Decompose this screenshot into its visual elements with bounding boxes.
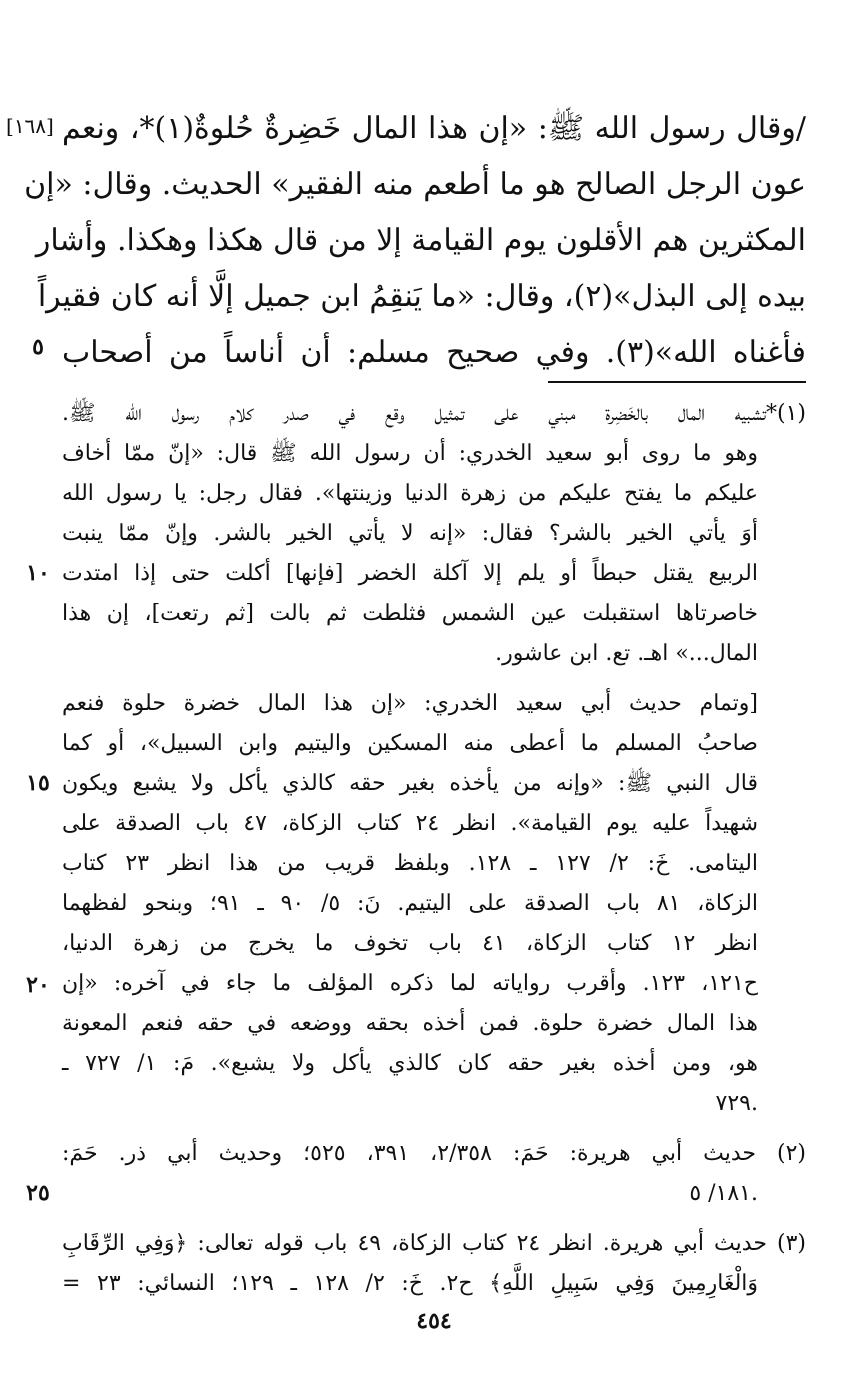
footnote-line-1: (١)*تشبيه المال بالخَضِرة مبني على تمثيل وقع في صدر كلام رسول الله ﷺ. bbox=[62, 401, 806, 426]
footnote-line-13: الزكاة، ٨١ باب الصدقة على اليتيم. نَ: ٥/ ٩٠ ـ ٩١؛ وبنحو لفظهما bbox=[62, 891, 759, 916]
footnote-line-11: شهيداً عليه يوم القيامة». انظر ٢٤ كتاب الزكاة، ٤٧ باب الصدقة على bbox=[62, 811, 759, 836]
footnote-line-2: وهو ما روى أبو سعيد الخدري: أن رسول الله ﷺ قال: «إنّ ممّا أخاف bbox=[62, 441, 758, 466]
footnote-line-6: خاصرتاها استقبلت عين الشمس فثلطت ثم بالت [ثم رتعت]، إن هذا bbox=[62, 601, 758, 626]
footnote-line-17: هو، ومن أخذه بغير حقه كان كالذي يأكل ولا يشبع». مَ: ١/ ٧٢٧ ـ bbox=[62, 1051, 759, 1076]
footnote-line-7: المال...» اهـ. تع. ابن عاشور. bbox=[495, 641, 758, 666]
body-line-1: /وقال رسول الله ﷺ: «إن هذا المال خَضِرةٌ حُلوةٌ(١)*، ونعم bbox=[62, 111, 806, 146]
body-line-2: عون الرجل الصالح هو ما أطعم منه الفقير» الحديث. وقال: «إن bbox=[24, 167, 806, 202]
footnote-line-16: هذا المال خضرة حلوة. فمن أخذه بحقه ووضعه في حقه فنعم المعونة bbox=[62, 1011, 758, 1036]
line-number-5: ٥ bbox=[32, 334, 44, 360]
folio-marker: [١٦٨] bbox=[6, 114, 54, 138]
page-number: ٤٥٤ bbox=[416, 1308, 452, 1334]
footnote-line-10: قال النبي ﷺ: «وإنه من يأخذه بغير حقه كالذي يأكل ولا يشبع ويكون bbox=[62, 771, 758, 796]
footnote-line-19: (٢) حديث أبي هريرة: حَمَ: ٢/٣٥٨، ٣٩١، ٥٢٥؛ وحديث أبي ذر. حَمَ: bbox=[62, 1141, 807, 1166]
line-number-15: ١٥ bbox=[26, 770, 50, 796]
line-number-25: ٢٥ bbox=[26, 1180, 50, 1206]
footnote-line-9: صاحبُ المسلم ما أعطى منه المسكين واليتيم وابن السبيل»، أو كما bbox=[62, 731, 758, 756]
line-number-10: ١٠ bbox=[26, 560, 50, 586]
body-line-3: المكثرين هم الأقلون يوم القيامة إلا من قال هكذا وهكذا. وأشار bbox=[35, 223, 806, 258]
footnote-line-8: [وتمام حديث أبي سعيد الخدري: «إن هذا المال خضرة حلوة فنعم bbox=[62, 691, 758, 716]
footnote-line-4: أوَ يأتي الخير بالشر؟ فقال: «إنه لا يأتي الخير بالشر. وإنّ ممّا ينبت bbox=[62, 521, 758, 546]
footnote-line-22: وَالْغَارِمِينَ وَفِي سَبِيلِ اللَّهِ﴾ ح٢. خَ: ٢/ ١٢٨ ـ ١٢٩؛ النسائي: ٢٣ = bbox=[62, 1271, 759, 1296]
footnote-line-14: انظر ١٢ كتاب الزكاة، ٤١ باب تخوف ما يخرج من زهرة الدنيا، bbox=[62, 931, 759, 956]
footnote-line-20: .١٨١/ ٥ bbox=[689, 1181, 758, 1206]
body-line-5: فأغناه الله»(٣). وفي صحيح مسلم: أن أناساً من أصحاب bbox=[62, 335, 806, 370]
line-number-20: ٢٠ bbox=[26, 972, 50, 998]
footnote-line-21: (٣) حديث أبي هريرة. انظر ٢٤ كتاب الزكاة، ٤٩ باب قوله تعالى: ﴿وَفِي الرِّقَابِ bbox=[62, 1231, 807, 1256]
footnote-line-5: الربيع يقتل حبطاً أو يلم إلا آكلة الخضر [فإنها] أكلت حتى إذا امتدت bbox=[62, 561, 758, 586]
footnote-line-12: اليتامى. خَ: ٢/ ١٢٧ ـ ١٢٨. وبلفظ قريب من هذا انظر ٢٣ كتاب bbox=[62, 851, 759, 876]
footnote-separator bbox=[548, 381, 806, 383]
body-line-4: بيده إلى البذل»(٢)، وقال: «ما يَنقِمُ ابن جميل إلَّا أنه كان فقيراً bbox=[37, 279, 806, 314]
footnote-line-15: ح١٢١، ١٢٣. وأقرب رواياته لما ذكره المؤلف ما جاء في آخره: «إن bbox=[62, 971, 758, 996]
footnote-line-3: عليكم ما يفتح عليكم من زهرة الدنيا وزينتها». فقال رجل: يا رسول الله bbox=[62, 481, 758, 506]
footnote-line-18: .٧٢٩ bbox=[715, 1091, 758, 1116]
